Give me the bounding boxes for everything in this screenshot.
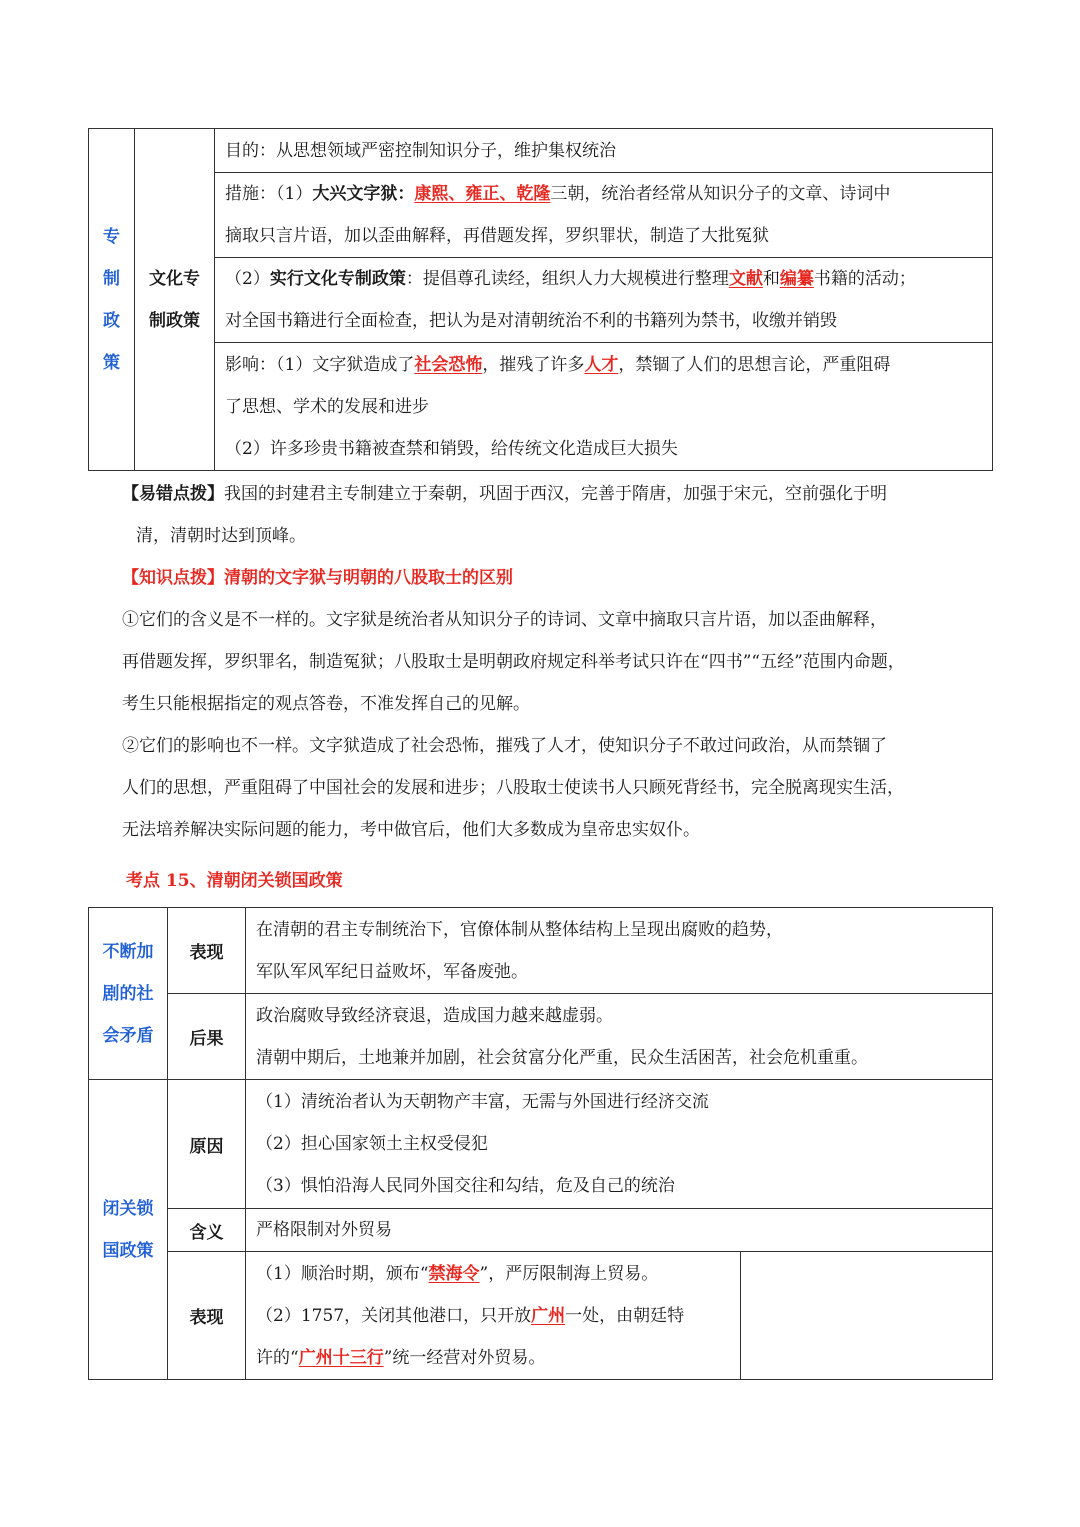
thirteen-hongs-highlight: 广州十三行 — [298, 1347, 384, 1368]
talent-highlight: 人才 — [584, 354, 619, 375]
measures-cell-2: （2）实行文化专制政策：提倡尊孔读经，组织人力大规模进行整理文献和编纂书籍的活动； 对全国书籍进行全面检查，把认为是对清朝统治不利的书籍列为禁书，收缴并销毁 — [215, 258, 993, 343]
manifestation-2-cell: （1）顺治时期，颁布“禁海令”，严厉限制海上贸易。 （2）1757，关闭其他港口，只开放广州一处，由朝廷特 许的“广州十三行”统一经营对外贸易。 — [246, 1252, 741, 1380]
section-heading: 考点 15、清朝闭关锁国政策 — [126, 871, 343, 891]
purpose-cell: 目的：从思想领域严密控制知识分子，维护集权统治 — [215, 129, 993, 173]
consequence-cell: 政治腐败导致经济衰退，造成国力越来越虚弱。 清朝中期后，土地兼并加剧，社会贫富分化严重，民众生活困苦，社会危机重重。 — [246, 994, 993, 1080]
row-label-meaning: 含义 — [168, 1209, 246, 1252]
documents-highlight: 文献 — [728, 269, 763, 289]
closed-door-policy-table — [88, 907, 993, 1380]
culture-policy-label: 文化专 制政策 — [135, 129, 215, 471]
measures-cell-1: 措施：（1）大兴文字狱：康熙、雍正、乾隆三朝，统治者经常从知识分子的文章、诗词中 摘取只言片语，加以歪曲解释，再借题发挥，罗织罪状，制造了大批冤狱 — [215, 173, 993, 258]
social-conflict-label: 不断加 剧的社 会矛盾 — [89, 908, 168, 1080]
knowledge-tip-heading: 【知识点拨】清朝的文字狱与明朝的八股取士的区别 — [122, 568, 513, 588]
emperors-highlight: 康熙、雍正、乾隆 — [414, 184, 551, 204]
manifestation-cell: 在清朝的君主专制统治下，官僚体制从整体结构上呈现出腐败的趋势， 军队军风军纪日益败坏，军备废弛。 — [246, 908, 993, 994]
closed-door-label: 闭关锁 国政策 — [89, 1080, 168, 1380]
knowledge-tip-p1: ①它们的含义是不一样的。文字狱是统治者从知识分子的诗词、文章中摘取只言片语，加以歪曲解释， 再借题发挥，罗织罪名，制造冤狱；八股取士是明朝政府规定科举考试只许在“四书”“五经”范围内命题， 考生只能根据指定的观点答卷，不准发挥自己的见解。 — [122, 610, 905, 714]
row-label-consequence: 后果 — [168, 994, 246, 1080]
knowledge-tip-p2: ②它们的影响也不一样。文字狱造成了社会恐怖，摧残了人才，使知识分子不敢过问政治，从而禁锢了 人们的思想，严重阻碍了中国社会的发展和进步；八股取士使读书人只顾死背经书，完全脱离现实生活， 无法培养解决实际问题的能力，考中做官后，他们大多数成为皇帝忠实奴仆。 — [122, 736, 904, 840]
knowledge-tip — [122, 557, 984, 851]
compile-highlight: 编纂 — [779, 269, 814, 289]
row-label-manifestation-2: 表现 — [168, 1252, 246, 1380]
culture-policy-table — [88, 128, 993, 471]
guangzhou-highlight: 广州 — [531, 1305, 566, 1326]
empty-cell — [741, 1252, 993, 1380]
impact-cell: 影响：（1）文字狱造成了社会恐怖，摧残了许多人才，禁锢了人们的思想言论，严重阻碍 了思想、学术的发展和进步 （2）许多珍贵书籍被查禁和销毁，给传统文化造成巨大损失 — [215, 343, 993, 471]
error-tip: 【易错点拨】我国的封建君主专制建立于秦朝，巩固于西汉，完善于隋唐，加强于宋元，空前强化于明 清，清朝时达到顶峰。 — [122, 484, 887, 546]
meaning-cell: 严格限制对外贸易 — [246, 1209, 993, 1252]
row-label-reason: 原因 — [168, 1080, 246, 1209]
autocracy-policy-label: 专 制 政 策 — [89, 129, 135, 471]
social-terror-highlight: 社会恐怖 — [414, 354, 483, 375]
error-tip-tag: 【易错点拨】 — [122, 484, 224, 504]
reason-cell: （1）清统治者认为天朝物产丰富，无需与外国进行经济交流 （2）担心国家领土主权受侵犯 （3）惧怕沿海人民同外国交往和勾结，危及自己的统治 — [246, 1080, 993, 1209]
row-label-manifestation: 表现 — [168, 908, 246, 994]
sea-ban-highlight: 禁海令 — [428, 1263, 480, 1284]
